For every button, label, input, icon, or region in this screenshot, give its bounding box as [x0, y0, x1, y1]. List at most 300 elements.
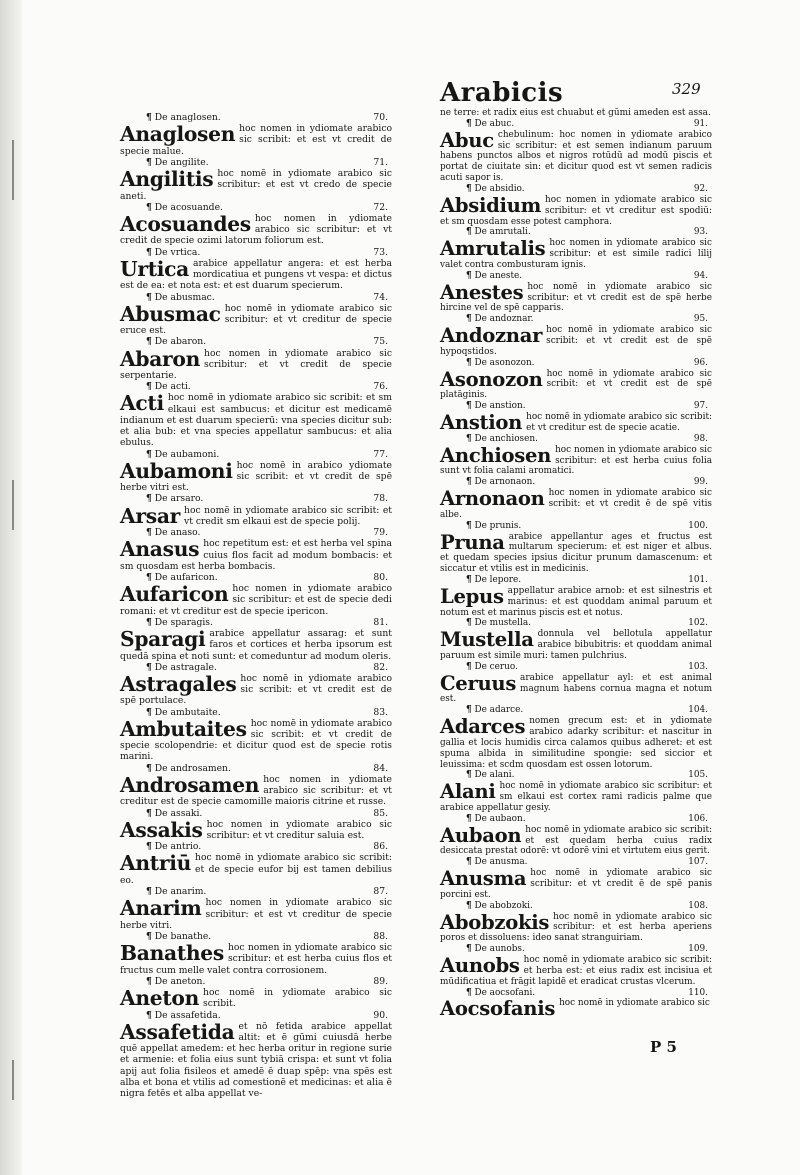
- entry-headword: Abaron: [120, 346, 201, 371]
- entry-number: 75.: [373, 336, 388, 348]
- entry-body: [120, 258, 392, 292]
- entry-rubric-line: [120, 527, 392, 538]
- pilcrow-icon: ¶: [146, 527, 152, 539]
- entry-text: arabice appellatur angera: et est herba mordicatiua et pungens vt vespa: et dictus est de ea: et nota est: et est duarum specierum.: [120, 257, 392, 292]
- entry-text: hoc nomen in ydiomate arabico sic scribit: et vt credit ē de spē vitis albe.: [440, 488, 712, 520]
- entry: [120, 707, 392, 763]
- rubric: De arsaro.: [154, 493, 204, 505]
- entry-headword: Arsar: [120, 503, 181, 528]
- entry-body: [120, 392, 392, 448]
- entry-rubric-line: [440, 988, 712, 999]
- entry-rubric-line: [440, 271, 712, 282]
- entry: [440, 477, 712, 520]
- entry-number: 71.: [373, 156, 388, 168]
- pilcrow-icon: ¶: [146, 201, 152, 213]
- entry-number: 110.: [688, 987, 708, 998]
- entry-text: hoc nomen in ydiomate arabico sic scribitur: et est simile radici lilij valet contra combusturam ignis.: [440, 238, 712, 271]
- pilcrow-icon: ¶: [466, 270, 472, 281]
- entry: [120, 662, 392, 707]
- pilcrow-icon: ¶: [146, 448, 152, 460]
- entry-headword: Ambutaites: [120, 716, 247, 741]
- entry: [120, 449, 392, 494]
- entry-body: [120, 987, 392, 1009]
- entry-number: 92.: [693, 184, 708, 195]
- pilcrow-icon: ¶: [146, 291, 152, 303]
- entry-text: hoc nomē in ydiomate arabico sic scribit: et vt credit est de spē hypoqstidos.: [440, 325, 712, 357]
- rubric: De acosuande.: [154, 201, 223, 213]
- entry-text: chebulinum: hoc nomen in ydiomate arabico sic scribitur: et est semen indianum paruum habens punctos albos et nigros rotūdū ad modū piscis et portat de ciuitate sin: et dicitur quod est vt semen radicis acuti sapor is.: [440, 129, 712, 184]
- entry-text: hoc nomē in ydiomate arabico sic scribit: et est quedam herba cuius radix desiccata prestat odorē: vt odorē vini et virtutem eius gerit.: [440, 824, 712, 857]
- entry-number: 98.: [693, 433, 708, 444]
- gutter-mark: [12, 1060, 14, 1100]
- rubric: De aneton.: [154, 975, 206, 987]
- rubric: De andoznar.: [474, 314, 534, 325]
- entry: [440, 705, 712, 770]
- entry-body: [440, 532, 712, 575]
- entry: [120, 841, 392, 886]
- rubric: De alani.: [474, 770, 515, 781]
- rubric: De assafetida.: [154, 1009, 221, 1021]
- entry-headword: Adarces: [440, 715, 526, 739]
- entry-number: 101.: [688, 574, 708, 585]
- entry-number: 83.: [373, 706, 388, 718]
- entry: [440, 944, 712, 987]
- entry-rubric-line: [440, 575, 712, 586]
- entry: [120, 572, 392, 617]
- entry-body: [440, 586, 712, 619]
- entry-number: 86.: [373, 841, 388, 853]
- entry-headword: Aubamoni: [120, 458, 233, 483]
- entry-headword: Aubaon: [440, 823, 522, 847]
- entry-headword: Assakis: [120, 817, 203, 842]
- page-number: 329: [672, 80, 701, 98]
- rubric: De amrutali.: [474, 227, 531, 238]
- entry-text: hoc nomē in ydiomate arabico sic scribit.: [203, 987, 392, 1010]
- entry-headword: Anstion: [440, 411, 523, 435]
- entry-number: 99.: [693, 477, 708, 488]
- pilcrow-icon: ¶: [466, 574, 472, 585]
- rubric: De anstion.: [474, 401, 526, 412]
- entry-headword: Ceruus: [440, 671, 517, 695]
- pilcrow-icon: ¶: [466, 987, 472, 998]
- entry: [440, 227, 712, 270]
- rubric: De arnonaon.: [474, 477, 536, 488]
- entry-number: 102.: [688, 618, 708, 629]
- pilcrow-icon: ¶: [146, 930, 152, 942]
- rubric: De assaki.: [154, 807, 203, 819]
- entry-rubric-line: [440, 814, 712, 825]
- entry-text: donnula vel bellotula appellatur arabice bibubitris: et quoddam animal paruum est simile muri: tamen pulchrius.: [440, 629, 712, 661]
- entry-text: hoc nomē in ydiomate arabico sic scribitur: et vt creditur de specie eruce est.: [120, 302, 392, 337]
- gutter-mark: [12, 140, 14, 200]
- entry-rubric-line: [440, 770, 712, 781]
- entry-body: [440, 238, 712, 271]
- entry-headword: Angilitis: [120, 167, 214, 192]
- entry: [120, 931, 392, 976]
- entry-body: [120, 774, 392, 808]
- entry-number: 73.: [373, 246, 388, 258]
- entry-headword: Abuc: [440, 128, 494, 152]
- entry-text: hoc nomen in ydiomate arabico sic scribitur: et est vt creditur de specie herbe vitri.: [120, 897, 392, 931]
- entry: [440, 988, 712, 1020]
- pilcrow-icon: ¶: [146, 1009, 152, 1021]
- entry-rubric-line: [120, 336, 392, 347]
- entry-headword: Acosuandes: [120, 211, 251, 236]
- pilcrow-icon: ¶: [146, 616, 152, 628]
- pilcrow-icon: ¶: [146, 841, 152, 853]
- entry: [440, 521, 712, 575]
- entry-number: 106.: [688, 813, 708, 824]
- entry-body: [440, 781, 712, 814]
- pilcrow-icon: ¶: [146, 807, 152, 819]
- entry-text: hoc nomē in ydiomate arabico sic scribit: et vt credit de specie scolopendrie: et dicitur quod est de specie rotis marini.: [120, 717, 392, 763]
- entry-body: [120, 303, 392, 337]
- entry: [440, 618, 712, 661]
- rubric: De abaron.: [154, 336, 207, 348]
- rubric: De aocsofani.: [474, 987, 536, 998]
- entry-body: [440, 130, 712, 184]
- entry-number: 108.: [688, 900, 708, 911]
- entry-number: 82.: [373, 661, 388, 673]
- rubric: De aufaricon.: [154, 571, 218, 583]
- entry-headword: Assafetida: [120, 1019, 235, 1044]
- rubric: De acti.: [154, 381, 191, 393]
- entry-body: [440, 412, 712, 434]
- pilcrow-icon: ¶: [146, 886, 152, 898]
- right-entries: [440, 119, 712, 1020]
- entry-text: hoc nomē in ydiomate arabico sic scribitur: et vt credit est de spē herbe hircine vel de spē capparis.: [440, 281, 712, 314]
- entry-body: [440, 673, 712, 706]
- entry-body: [440, 716, 712, 770]
- entry-number: 93.: [693, 227, 708, 238]
- entry-body: [440, 195, 712, 228]
- entry-number: 105.: [688, 770, 708, 781]
- entry-rubric-line: [120, 976, 392, 987]
- pilcrow-icon: ¶: [146, 706, 152, 718]
- entry: [440, 434, 712, 477]
- entry: [120, 527, 392, 572]
- entry-rubric-line: [120, 931, 392, 942]
- entry-text: hoc nomen in ydiomate arabico sic scribitur: et vt credit de specie serpentarie.: [120, 347, 392, 382]
- entry-number: 104.: [688, 705, 708, 716]
- entry: [120, 381, 392, 448]
- entry-number: 91.: [693, 118, 708, 129]
- pilcrow-icon: ¶: [466, 900, 472, 911]
- entry-rubric-line: [120, 617, 392, 628]
- pilcrow-icon: ¶: [146, 336, 152, 348]
- entry-text: hoc nomē in ydiomate arabico sic scribit: et sm elkaui est sambucus: et dicitur est medicamē indianum et est duarum specierū: vna species dicitur sub: et alia bub: et vna species appellatur sambucus: et alia ebulus.: [120, 392, 392, 449]
- entry-text: hoc nomē in ydiomate arabico sic scribit: et herba est: et eius radix est incisiua et mūdificatiua et frāgit lapidē et eradicat crustas vlcerum.: [440, 955, 712, 987]
- pilcrow-icon: ¶: [146, 493, 152, 505]
- running-head: Arabicis: [440, 78, 564, 108]
- entry-number: 76.: [373, 381, 388, 393]
- rubric: De aubaon.: [474, 813, 526, 824]
- pilcrow-icon: ¶: [146, 112, 152, 123]
- entry-number: 95.: [693, 314, 708, 325]
- pilcrow-icon: ¶: [466, 520, 472, 531]
- entry-body: [440, 488, 712, 521]
- entry-rubric-line: [120, 292, 392, 303]
- rubric: De ambutaite.: [154, 706, 221, 718]
- entry: [440, 575, 712, 618]
- entry-body: [440, 369, 712, 402]
- entry-body: [120, 168, 392, 202]
- entry: [120, 808, 392, 842]
- entry-body: [440, 955, 712, 988]
- rubric: De abobzoki.: [474, 900, 533, 911]
- entry-text: hoc nomen in ydiomate arabico sic scribitur: et vt creditur est spodiū: et sm quosdam esse potest camphora.: [440, 194, 712, 227]
- entry-rubric-line: [440, 227, 712, 238]
- entry-headword: Aneton: [120, 986, 200, 1011]
- entry-body: [120, 897, 392, 931]
- pilcrow-icon: ¶: [466, 618, 472, 629]
- entry-headword: Anasus: [120, 537, 200, 562]
- entry: [440, 857, 712, 900]
- rubric: De angilite.: [154, 156, 209, 168]
- rubric: De antrio.: [154, 841, 202, 853]
- entry-text: hoc nomen in ydiomate arabico sic scribitur: et vt creditur saluia est.: [206, 818, 392, 841]
- entry-headword: Abusmac: [120, 301, 221, 326]
- entry-rubric-line: [120, 707, 392, 718]
- entry-headword: Asonozon: [440, 367, 543, 391]
- entry-body: [120, 673, 392, 707]
- entry: [440, 184, 712, 227]
- entry: [440, 119, 712, 184]
- pilcrow-icon: ¶: [146, 381, 152, 393]
- entry-body: [440, 998, 712, 1019]
- entry-headword: Anarim: [120, 896, 202, 921]
- entry-number: 72.: [373, 201, 388, 213]
- rubric: De vrtica.: [154, 246, 201, 258]
- entry-rubric-line: [440, 901, 712, 912]
- entry-text: hoc nomē in ydiomate arabico sic scribitur: et vt credit ē de spē panis porcini est.: [440, 868, 712, 900]
- rubric: De asonozon.: [474, 357, 535, 368]
- entry-text: hoc nomē in ydiomate arabico sic scribit: et de specie eufor bij est tamen debilius eo.: [120, 852, 392, 886]
- entry-rubric-line: [440, 857, 712, 868]
- entry: [440, 401, 712, 434]
- rubric: De anarim.: [154, 886, 207, 898]
- entry-text: hoc nomen in ydiomate arabico sic scribit: et est vt credit de specie malue.: [120, 123, 392, 157]
- entry-text: hoc nomē in ydiomate arabico sic scribit: et vt credit est de spē portulace.: [120, 672, 392, 707]
- entry-text: hoc nomē in ydiomate arabico sic scribit: et vt credit sm elkaui est de specie polij.: [184, 504, 392, 527]
- entry-body: [120, 123, 392, 157]
- entry-rubric-line: [120, 247, 392, 258]
- pilcrow-icon: ¶: [146, 975, 152, 987]
- pilcrow-icon: ¶: [146, 571, 152, 583]
- entry-number: 84.: [373, 762, 388, 774]
- entry-body: [440, 912, 712, 945]
- entry-rubric-line: [120, 662, 392, 673]
- rubric: De mustella.: [474, 618, 531, 629]
- rubric: De anaglosen.: [154, 112, 221, 123]
- entry-text: hoc nomē in ydiomate arabico sic scribit: et vt creditur est de specie acatie.: [526, 412, 712, 433]
- entry: [120, 1010, 392, 1100]
- entry-headword: Pruna: [440, 530, 505, 554]
- entry-headword: Aufaricon: [120, 582, 229, 607]
- entry-headword: Aocsofanis: [440, 997, 556, 1021]
- entry: [120, 112, 392, 157]
- pilcrow-icon: ¶: [466, 857, 472, 868]
- entry: [120, 976, 392, 1010]
- pilcrow-icon: ¶: [466, 944, 472, 955]
- entry-number: 107.: [688, 857, 708, 868]
- entry-text: hoc nomen in ydiomate arabico sic scribitur: et est herba cuius folia sunt vt folia calami aromatici.: [440, 444, 712, 477]
- entry-rubric-line: [440, 618, 712, 629]
- entry-rubric-line: [120, 808, 392, 819]
- entry-text: hoc nomē in ydiomate arabico sic scribitur: et est vt credo de specie aneti.: [120, 168, 392, 202]
- entry-headword: Aunobs: [440, 954, 520, 978]
- entry-body: [120, 628, 392, 662]
- entry-text: hoc nomē in ydiomate arabico sic: [559, 998, 710, 1009]
- entry-number: 74.: [373, 291, 388, 303]
- gutter-mark: [12, 480, 14, 530]
- entry: [440, 314, 712, 357]
- entry: [120, 202, 392, 247]
- entry-rubric-line: [440, 184, 712, 195]
- entry-rubric-line: [120, 449, 392, 460]
- entry-number: 81.: [373, 616, 388, 628]
- pilcrow-icon: ¶: [466, 227, 472, 238]
- entry-body: [440, 445, 712, 478]
- entry: [120, 886, 392, 931]
- pilcrow-icon: ¶: [146, 661, 152, 673]
- entry-body: [120, 1021, 392, 1100]
- entry-rubric-line: [440, 944, 712, 955]
- entry: [120, 336, 392, 381]
- entry-rubric-line: [440, 401, 712, 412]
- rubric: De abusmac.: [154, 291, 215, 303]
- entry-headword: Anchiosen: [440, 443, 552, 467]
- entry-number: 90.: [373, 1009, 388, 1021]
- entry-headword: Abobzokis: [440, 910, 550, 934]
- entry-headword: Astragales: [120, 671, 237, 696]
- entry: [120, 157, 392, 202]
- entry-text: arabice appellantur ages et fructus est multarum specierum: et est niger et albus. et quedam species ipsius dicitur prunum damascenum: et siccatur et vtilis est in medicinis.: [440, 531, 712, 575]
- rubric: De abuc.: [474, 118, 515, 129]
- entry-headword: Androsamen: [120, 772, 260, 797]
- entry-number: 87.: [373, 886, 388, 898]
- entry-text: hoc nomen in ydiomate arabico sic scribitur: et est de specie dedi romani: et vt creditur est de specie ipericon.: [120, 583, 392, 617]
- entry-text: hoc nomē in ydiomate arabico sic scribit: et vt credit est de spē platāginis.: [440, 368, 712, 401]
- entry-rubric-line: [440, 314, 712, 325]
- entry-rubric-line: [120, 841, 392, 852]
- entry-number: 109.: [688, 944, 708, 955]
- left-column: [120, 112, 392, 1099]
- signature-mark: P 5: [650, 1038, 677, 1056]
- rubric: De aubamoni.: [154, 448, 220, 460]
- entry: [120, 617, 392, 662]
- entry-number: 89.: [373, 975, 388, 987]
- pilcrow-icon: ¶: [146, 762, 152, 774]
- rubric: De sparagis.: [154, 616, 213, 628]
- rubric: De anaso.: [154, 527, 201, 539]
- pilcrow-icon: ¶: [146, 156, 152, 168]
- entry-body: [120, 348, 392, 382]
- rubric: De aunobs.: [474, 944, 525, 955]
- entry-text: hoc repetitum est: et est herba vel spina cuius flos facit ad modum bombacis: et sm quosdam est herba bombacis.: [120, 538, 392, 572]
- entry-headword: Acti: [120, 391, 164, 416]
- entry-text: hoc nomen in ydiomate arabico sic scribitur: et vt creditur est de specie camomille maioris citrine et russe.: [120, 773, 392, 808]
- entry-body: [120, 505, 392, 527]
- entry: [120, 763, 392, 808]
- entry-headword: Absidium: [440, 193, 542, 217]
- entry-body: [120, 538, 392, 572]
- pilcrow-icon: ¶: [466, 184, 472, 195]
- entry-headword: Anestes: [440, 280, 524, 304]
- entry-body: [120, 460, 392, 494]
- entry-number: 80.: [373, 571, 388, 583]
- right-column: [440, 108, 712, 1020]
- entry: [440, 814, 712, 857]
- entry-body: [440, 629, 712, 662]
- entry-rubric-line: [120, 112, 392, 123]
- entry-number: 78.: [373, 493, 388, 505]
- entry-body: [120, 583, 392, 617]
- pilcrow-icon: ¶: [466, 433, 472, 444]
- entry-rubric-line: [440, 705, 712, 716]
- entry-text: arabice appellatur ayl: et est animal magnum habens cornua magna et notum est.: [440, 672, 712, 705]
- entry: [440, 358, 712, 401]
- entry-rubric-line: [440, 477, 712, 488]
- entry-body: [120, 213, 392, 247]
- rubric: De banathe.: [154, 930, 212, 942]
- rubric: De adarce.: [474, 705, 524, 716]
- entry-text: hoc nomen in ydiomate arabico sic scribitur: et vt credit de specie ozimi latorum foliorum est.: [120, 212, 392, 247]
- entry-rubric-line: [120, 381, 392, 392]
- entry-text: hoc nomen in ydiomate arabico sic scribitur: et est herba cuius flos et fructus cum melle valet contra corrosionem.: [120, 942, 392, 976]
- pilcrow-icon: ¶: [146, 246, 152, 258]
- entry-text: et nō fetida arabice appellat altit: et ē gūmi cuiusdā herbe quē appellat amedem: et hec herba oritur in regione surie et armenie: et folia eius sunt tybiā crispa: et sunt vt folia apij aut folia fisileos et amedē ē duap spēp: vna spēs est alba et bona et vtilis ad comestionē et medicinas: et alia ē nigra fetēs et alba appellat ve-: [120, 1020, 392, 1100]
- rubric: De anchiosen.: [474, 433, 538, 444]
- entry-body: [440, 325, 712, 358]
- rubric: De aneste.: [474, 270, 523, 281]
- pilcrow-icon: ¶: [466, 477, 472, 488]
- continued-text: ne terre: et radix eius est chuabut et gūmi ameden est assa.: [440, 108, 711, 118]
- entry-rubric-line: [120, 1010, 392, 1021]
- entry-headword: Andoznar: [440, 324, 543, 348]
- entry-body: [440, 868, 712, 901]
- entry-headword: Alani: [440, 780, 496, 804]
- pilcrow-icon: ¶: [466, 401, 472, 412]
- rubric: De anusma.: [474, 857, 528, 868]
- pilcrow-icon: ¶: [466, 118, 472, 129]
- entry-number: 94.: [693, 270, 708, 281]
- entry-rubric-line: [120, 886, 392, 897]
- entry-rubric-line: [440, 358, 712, 369]
- entry-headword: Arnonaon: [440, 487, 545, 511]
- entry: [440, 271, 712, 314]
- pilcrow-icon: ¶: [466, 813, 472, 824]
- entry-body: [120, 852, 392, 886]
- entry-headword: Banathes: [120, 941, 224, 966]
- entry-number: 70.: [373, 112, 388, 123]
- entry-number: 96.: [693, 357, 708, 368]
- entry-headword: Lepus: [440, 584, 504, 608]
- entry-rubric-line: [120, 493, 392, 504]
- entry-number: 103.: [688, 661, 708, 672]
- entry-text: hoc nomē in ydiomate arabico sic scribitur: et sm elkaui est cortex rami radicis palme que arabice appellatur gesiy.: [440, 781, 712, 813]
- entry-text: hoc nomē in arabico ydiomate sic scribit: et vt credit de spē herbe vitri est.: [120, 459, 392, 494]
- pilcrow-icon: ¶: [466, 705, 472, 716]
- entry-text: arabice appellatur assarag: et sunt faros et cortices et herba ipsorum est quedā spina et noti sunt: et comeduntur ad modum oleris.: [120, 628, 392, 662]
- entry-number: 97.: [693, 401, 708, 412]
- pilcrow-icon: ¶: [466, 661, 472, 672]
- pilcrow-icon: ¶: [466, 770, 472, 781]
- entry-headword: Anusma: [440, 867, 527, 891]
- entry-body: [440, 282, 712, 315]
- entry-rubric-line: [440, 119, 712, 130]
- entry-rubric-line: [440, 521, 712, 532]
